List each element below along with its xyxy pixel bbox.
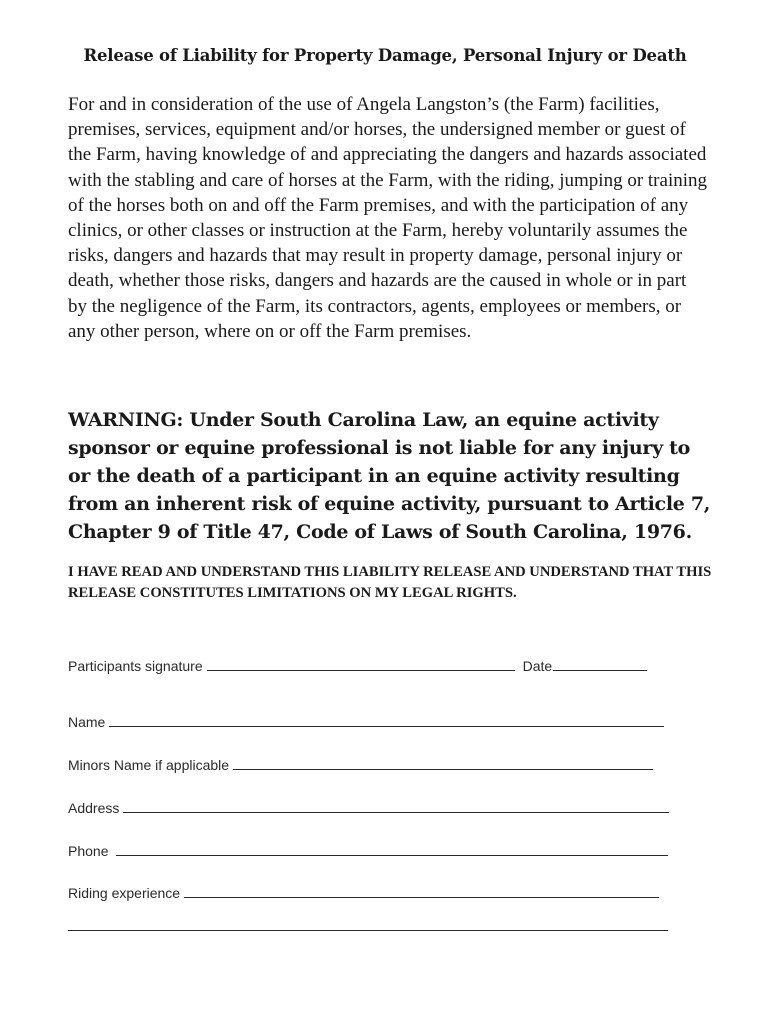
address-label: Address <box>68 800 120 816</box>
minors-name-line[interactable] <box>233 769 653 770</box>
name-row <box>68 714 664 730</box>
date-label: Date <box>522 658 553 674</box>
warning-paragraph: WARNING: Under South Carolina Law, an equine activity sponsor or equine professional is not liable for any injury to or the death of a participant in an equine activity resulting from an inherent risk of equine activity, pursuant to Article 7, Chapter 9 of Title 47, Code of Laws of South Carolina, 1976. <box>68 409 711 543</box>
phone-row <box>68 843 668 859</box>
address-line[interactable] <box>123 812 669 813</box>
riding-experience-row <box>68 885 659 901</box>
minors-name-row <box>68 757 653 773</box>
release-body-paragraph: For and in consideration of the use of Angela Langston’s (the Farm) facilities, premises, services, equipment and/or horses, the undersigned member or guest of the Farm, having knowledge of and appreciating the dangers and hazards associated with the stabling and care of horses at the Farm, with the riding, jumping or training of the horses both on and off the Farm premises, and with the participation of any clinics, or other classes or instruction at the Farm, hereby voluntarily assumes the risks, dangers and hazards that may result in property damage, personal injury or death, whether those risks, dangers and hazards are the caused in whole or in part by the negligence of the Farm, its contractors, agents, employees or members, or any other person, where on or off the Farm premises. <box>68 94 708 342</box>
minors-name-label: Minors Name if applicable <box>68 757 230 773</box>
acknowledgement-paragraph: I HAVE READ AND UNDERSTAND THIS LIABILITY RELEASE AND UNDERSTAND THAT THIS RELEASE CONSTITUTES LIMITATIONS ON MY LEGAL RIGHTS. <box>68 564 712 601</box>
signature-date-row <box>68 658 647 674</box>
signature-line[interactable] <box>207 670 515 671</box>
blank-row <box>68 930 668 934</box>
riding-experience-label: Riding experience <box>68 885 181 901</box>
date-line[interactable] <box>553 670 647 671</box>
name-line[interactable] <box>109 726 664 727</box>
name-label: Name <box>68 714 106 730</box>
blank-line[interactable] <box>68 930 668 931</box>
phone-label: Phone <box>68 843 109 859</box>
signature-label: Participants signature <box>68 658 203 674</box>
riding-experience-line[interactable] <box>184 897 659 898</box>
phone-line[interactable] <box>116 855 668 856</box>
document-title: Release of Liability for Property Damage, Personal Injury or Death <box>83 46 687 65</box>
address-row <box>68 800 669 816</box>
